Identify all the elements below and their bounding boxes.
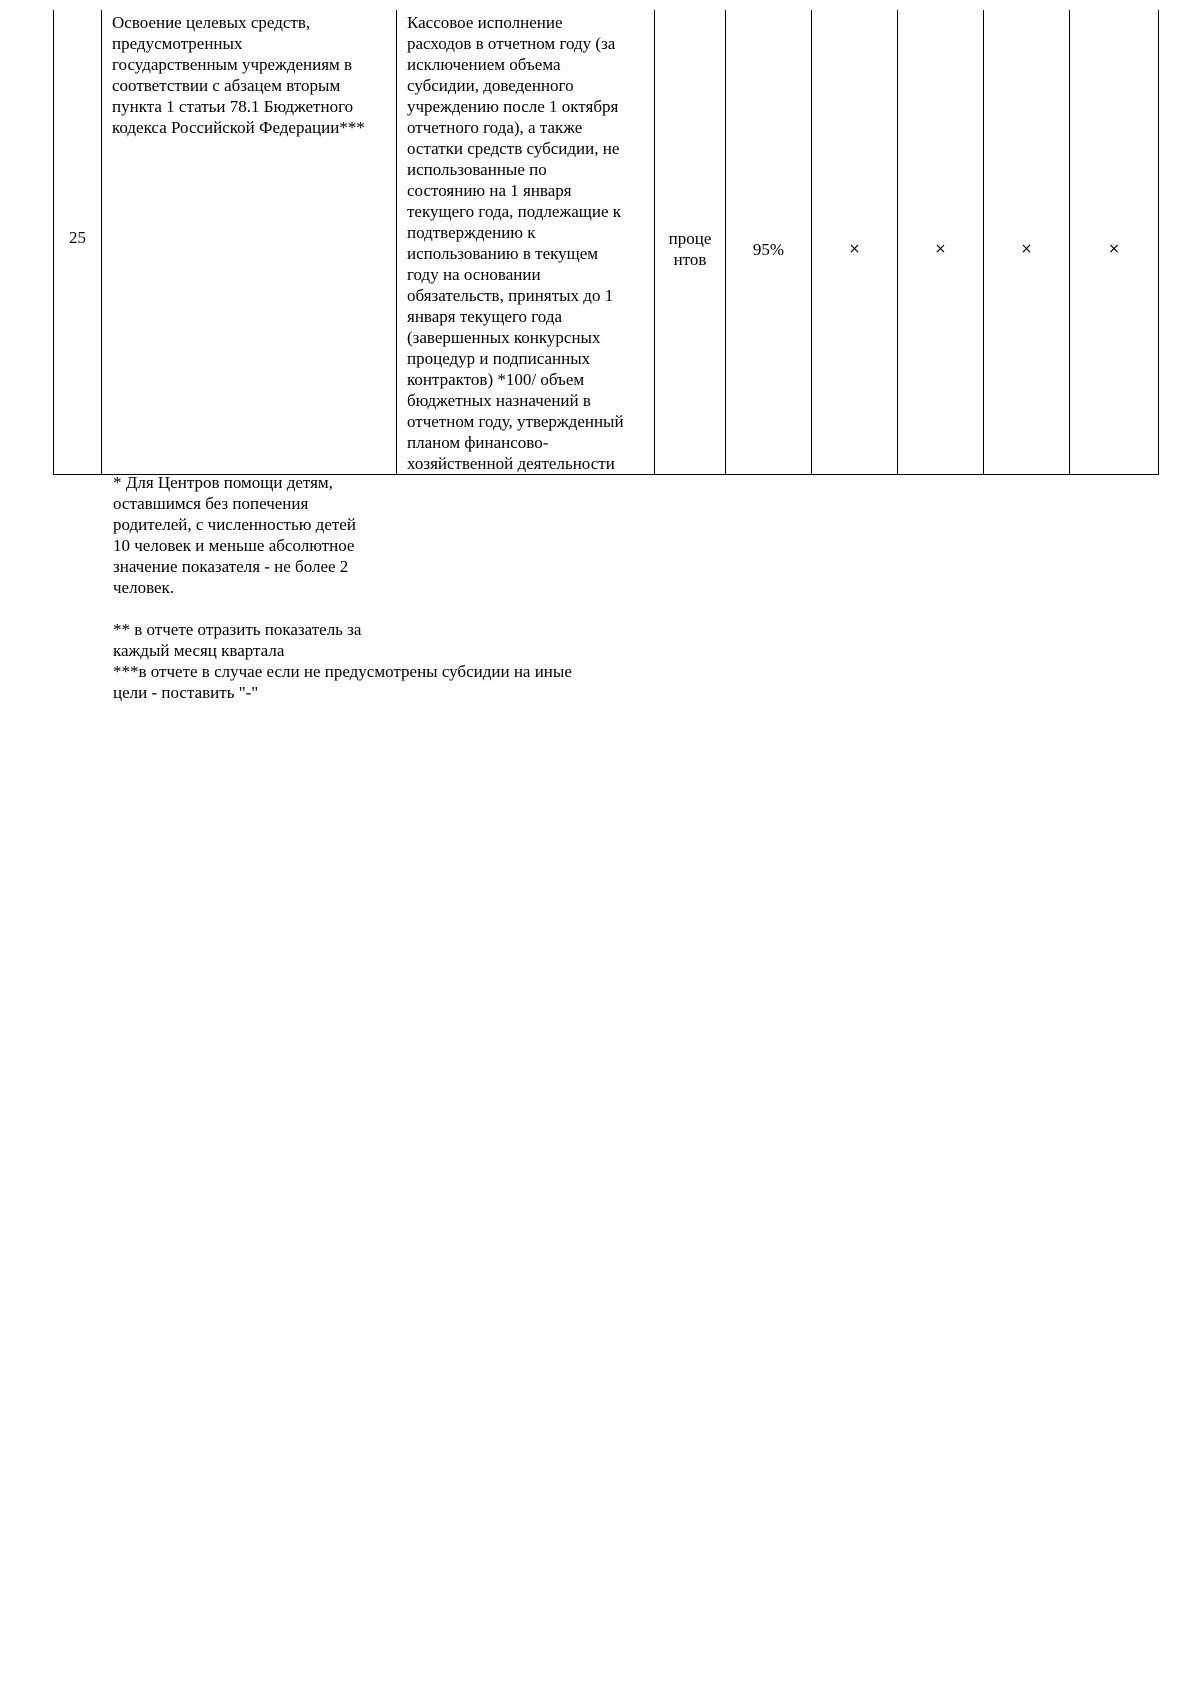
footnotes (113, 472, 633, 703)
footnote-triple-asterisk: ***в отчете в случае если не предусмотрены субсидии на иные цели - поставить "-" (113, 662, 572, 702)
footnote-double-asterisk: ** в отчете отразить показатель за каждый месяц квартала (113, 620, 362, 660)
calculation-method-cell: Кассовое исполнение расходов в отчетном году (за исключением объема субсидии, доведенного учреждению после 1 октября отчетного года), а также остатки средств субсидии, не использованные по состоянию на 1 января текущего года, подлежащие к подтверждению к использованию в текущем году на основании обязательств, принятых до 1 января текущего года (завершенных конкурсных процедур и подписанных контрактов) *100/ объем бюджетных назначений в отчетном году, утвержденный планом финансово- хозяйственной деятельности (397, 10, 655, 475)
period-cell-2: × (898, 10, 984, 475)
indicators-table (53, 10, 1159, 475)
unit-cell: проце нтов (655, 10, 726, 475)
table-row (54, 10, 1159, 475)
period-cell-3: × (984, 10, 1070, 475)
period-cell-1: × (812, 10, 898, 475)
footnote-spacer (113, 598, 633, 619)
period-cell-4: × (1070, 10, 1159, 475)
indicator-name-cell: Освоение целевых средств, предусмотренных государственным учреждениям в соответствии с абзацем вторым пункта 1 статьи 78.1 Бюджетного кодекса Российской Федерации*** (102, 10, 397, 475)
footnote-single-asterisk: * Для Центров помощи детям, оставшимся без попечения родителей, с численностью детей 10 человек и меньше абсолютное значение показателя - не более 2 человек. (113, 473, 356, 597)
target-value-cell: 95% (726, 10, 812, 475)
row-number-cell: 25 (54, 10, 102, 475)
